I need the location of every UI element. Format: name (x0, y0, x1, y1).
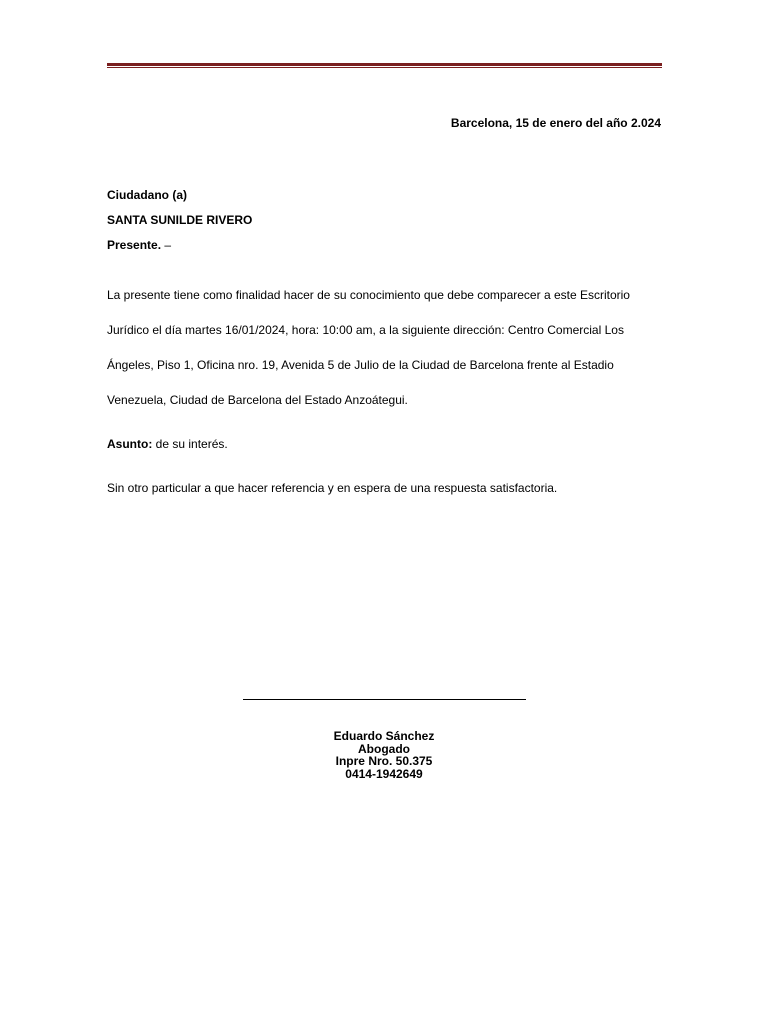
signature-rule (243, 699, 526, 700)
recipient-name: SANTA SUNILDE RIVERO (107, 213, 253, 227)
presente-line (107, 238, 171, 252)
signature-title: Abogado (358, 741, 410, 756)
body-line-4: Venezuela, Ciudad de Barcelona del Estado Anzoátegui. (107, 393, 408, 407)
salutation: Ciudadano (a) (107, 188, 187, 202)
header-rule-thick (107, 63, 662, 66)
subject-label: Asunto: (107, 437, 153, 451)
body-line-2: Jurídico el día martes 16/01/2024, hora: 10:00 am, a la siguiente dirección: Centro Comercial Los (107, 323, 624, 337)
header-rule-thin (107, 67, 662, 68)
presente-label: Presente. (107, 238, 162, 252)
letter-date: Barcelona, 15 de enero del año 2.024 (450, 116, 661, 130)
closing-line: Sin otro particular a que hacer referencia y en espera de una respuesta satisfactoria. (107, 481, 558, 495)
signature-name: Eduardo Sánchez (333, 729, 435, 743)
body-line-1: La presente tiene como finalidad hacer de su conocimiento que debe comparecer a este Escritorio (107, 288, 630, 302)
body-line-3: Ángeles, Piso 1, Oficina nro. 19, Avenida 5 de Julio de la Ciudad de Barcelona frente al Estadio (107, 358, 614, 372)
subject-line (107, 437, 228, 451)
presente-dash: – (161, 238, 172, 252)
signature-block (0, 730, 768, 780)
signature-inpre: Inpre Nro. 50.375 (335, 754, 433, 768)
subject-text: de su interés. (152, 437, 228, 451)
header-rule (107, 63, 662, 69)
signature-phone: 0414-1942649 (345, 766, 423, 781)
